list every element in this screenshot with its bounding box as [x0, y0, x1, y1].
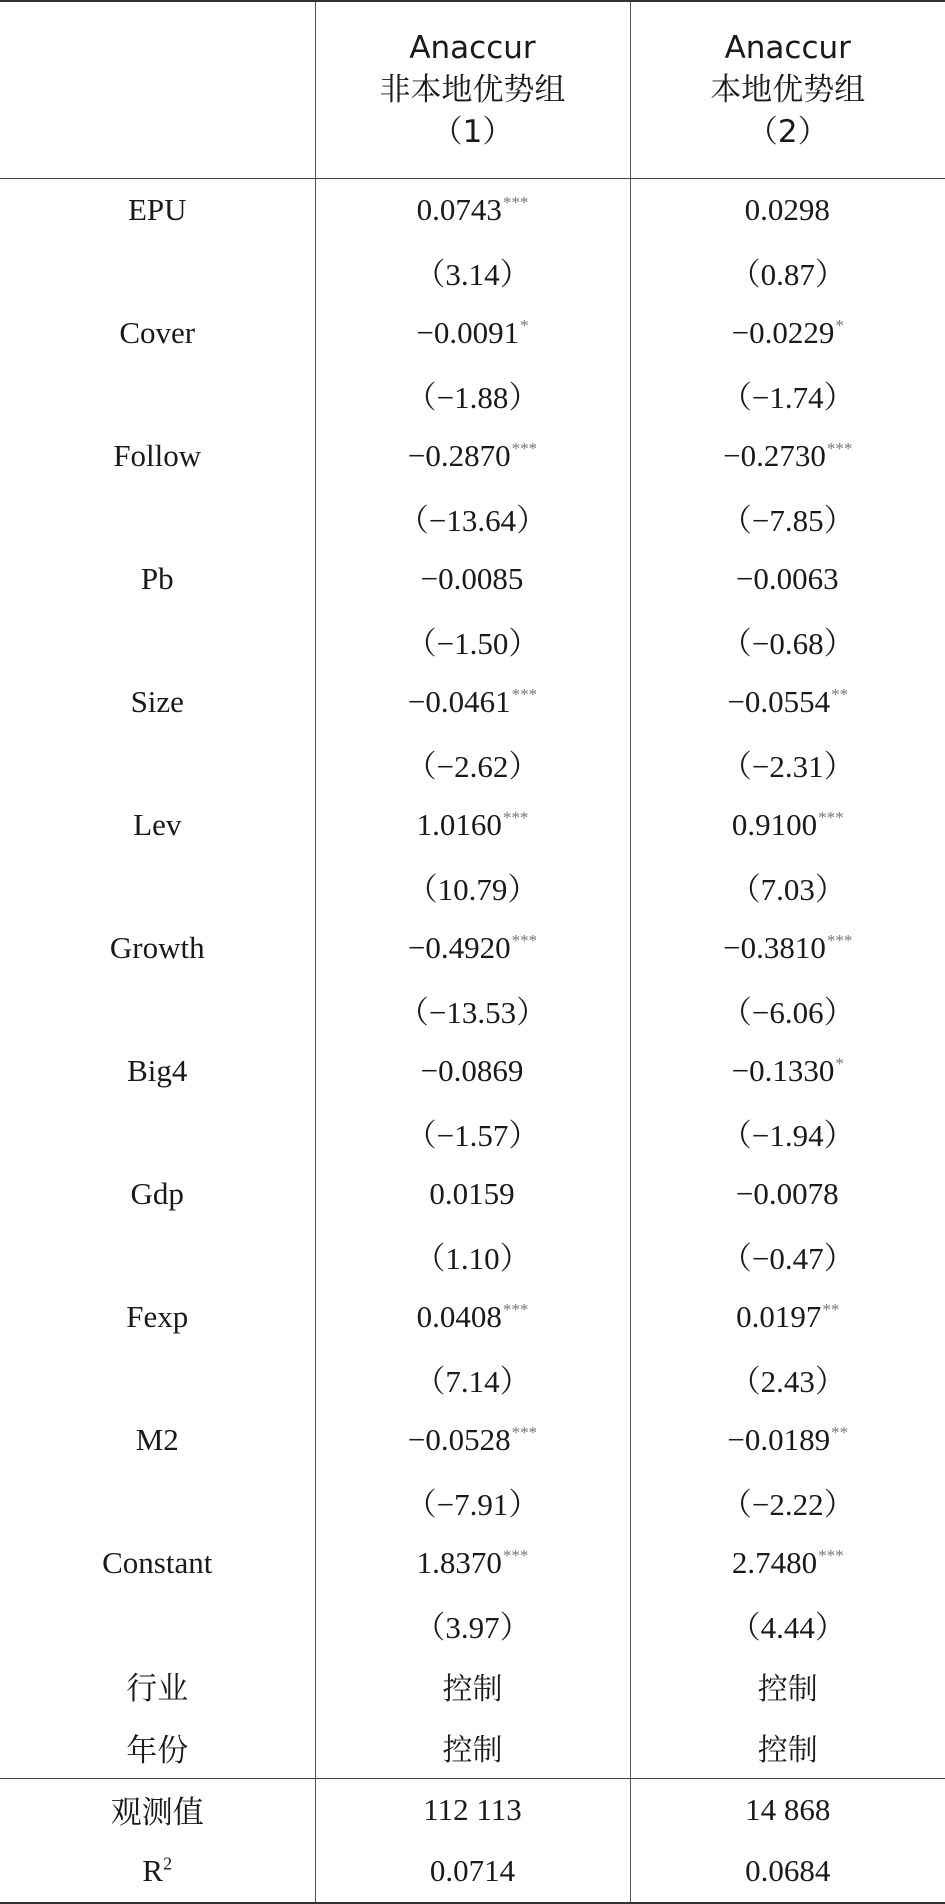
coef-cell [630, 794, 945, 856]
table-row-coef [0, 1409, 945, 1471]
coef-cell [315, 1040, 630, 1102]
variable-label: Follow [0, 425, 315, 487]
empty-label-cell [0, 733, 315, 795]
significance-stars: *** [512, 439, 538, 458]
significance-stars: *** [818, 1546, 844, 1565]
variable-label: Gdp [0, 1163, 315, 1225]
significance-stars: * [835, 1054, 844, 1073]
t-stat-cell: （−1.74） [630, 364, 945, 426]
coef-cell [315, 1532, 630, 1594]
table-row-observations [0, 1779, 945, 1841]
t-stat-cell: （0.87） [630, 241, 945, 303]
significance-stars: *** [827, 931, 853, 950]
significance-stars: *** [512, 931, 538, 950]
coef-cell [315, 1163, 630, 1225]
coef-value: −0.0461 [408, 684, 511, 719]
t-stat-cell: （−7.91） [315, 1471, 630, 1533]
coef-value: 0.0743 [417, 192, 502, 227]
r-squared-label [0, 1841, 315, 1904]
coef-cell [630, 425, 945, 487]
empty-label-cell [0, 364, 315, 426]
significance-stars: *** [503, 808, 529, 827]
coef-cell [630, 1040, 945, 1102]
empty-label-cell [0, 856, 315, 918]
table-row-coef [0, 548, 945, 610]
t-stat-cell: （−13.64） [315, 487, 630, 549]
significance-stars: ** [831, 1423, 848, 1442]
t-stat-cell: （3.97） [315, 1594, 630, 1656]
coef-value: 0.0298 [745, 192, 830, 227]
t-stat-cell: （4.44） [630, 1594, 945, 1656]
t-stat-cell: （−2.22） [630, 1471, 945, 1533]
variable-label: EPU [0, 179, 315, 241]
table-row-coef [0, 302, 945, 364]
t-stat-cell: （−7.85） [630, 487, 945, 549]
t-stat-cell: （2.43） [630, 1348, 945, 1410]
table-body [0, 179, 945, 1904]
table-row-tstat [0, 487, 945, 549]
t-stat-cell: （7.03） [630, 856, 945, 918]
coef-cell [315, 794, 630, 856]
table-row-tstat [0, 979, 945, 1041]
t-stat-cell: （−2.31） [630, 733, 945, 795]
variable-label: Cover [0, 302, 315, 364]
table-row-control-industry [0, 1655, 945, 1717]
table-row-coef [0, 1163, 945, 1225]
table-row-tstat [0, 610, 945, 672]
t-stat-cell: （−1.57） [315, 1102, 630, 1164]
r-squared-superscript: 2 [163, 1854, 172, 1874]
t-stat-cell: （−0.68） [630, 610, 945, 672]
significance-stars: *** [827, 439, 853, 458]
coef-value: −0.0189 [727, 1422, 830, 1457]
t-stat-cell: （−13.53） [315, 979, 630, 1041]
coef-cell [315, 1409, 630, 1471]
table-row-tstat [0, 856, 945, 918]
variable-label: Size [0, 671, 315, 733]
coef-value: 2.7480 [732, 1545, 817, 1580]
empty-label-cell [0, 487, 315, 549]
empty-label-cell [0, 1471, 315, 1533]
t-stat-cell: （−1.88） [315, 364, 630, 426]
coef-value: −0.0528 [408, 1422, 511, 1457]
t-stat-cell: （3.14） [315, 241, 630, 303]
header-2-model-number: （2） [631, 111, 945, 153]
coef-value: −0.0229 [732, 315, 835, 350]
significance-stars: *** [818, 808, 844, 827]
empty-label-cell [0, 1348, 315, 1410]
t-stat-cell: （7.14） [315, 1348, 630, 1410]
significance-stars: *** [503, 1300, 529, 1319]
table-row-tstat [0, 1225, 945, 1287]
t-stat-cell: （−2.62） [315, 733, 630, 795]
control-value: 控制 [315, 1655, 630, 1717]
coef-value: −0.0085 [421, 561, 524, 596]
coef-value: −0.0078 [736, 1176, 839, 1211]
coef-cell [315, 302, 630, 364]
coef-cell [630, 302, 945, 364]
header-1-group-name: 非本地优势组 [316, 69, 630, 111]
variable-label: Fexp [0, 1286, 315, 1348]
r-squared-value: 0.0684 [630, 1841, 945, 1904]
coef-value: −0.0091 [416, 315, 519, 350]
t-stat-cell: （−1.94） [630, 1102, 945, 1164]
coef-value: 0.9100 [732, 807, 817, 842]
significance-stars: *** [512, 685, 538, 704]
empty-label-cell [0, 241, 315, 303]
coef-cell [315, 179, 630, 241]
table-row-tstat [0, 1594, 945, 1656]
table-row-coef [0, 671, 945, 733]
table-row-coef [0, 1532, 945, 1594]
control-value: 控制 [315, 1717, 630, 1779]
coef-value: −0.0869 [421, 1053, 524, 1088]
r-squared-label-text: R [142, 1853, 163, 1888]
table-row-tstat [0, 1471, 945, 1533]
header-column-2 [630, 1, 945, 179]
control-label: 年份 [0, 1717, 315, 1779]
coef-cell [630, 1532, 945, 1594]
significance-stars: *** [503, 1546, 529, 1565]
variable-label: Constant [0, 1532, 315, 1594]
table-row-tstat [0, 364, 945, 426]
header-2-dependent-variable: Anaccur [631, 27, 945, 69]
table-row-tstat [0, 733, 945, 795]
table-row-r-squared [0, 1841, 945, 1904]
header-corner-cell [0, 1, 315, 179]
coef-cell [630, 671, 945, 733]
coef-value: 0.0159 [429, 1176, 514, 1211]
coef-cell [630, 917, 945, 979]
control-value: 控制 [630, 1717, 945, 1779]
header-column-1 [315, 1, 630, 179]
header-1-model-number: （1） [316, 111, 630, 153]
significance-stars: *** [503, 193, 529, 212]
coef-value: −0.2730 [723, 438, 826, 473]
table-row-tstat [0, 241, 945, 303]
table-row-tstat [0, 1348, 945, 1410]
empty-label-cell [0, 1225, 315, 1287]
empty-label-cell [0, 1102, 315, 1164]
observations-label: 观测值 [0, 1779, 315, 1841]
coef-value: −0.0063 [736, 561, 839, 596]
table-row-coef [0, 179, 945, 241]
r-squared-value: 0.0714 [315, 1841, 630, 1904]
coef-value: 1.0160 [417, 807, 502, 842]
table-row-coef [0, 425, 945, 487]
header-2-group-name: 本地优势组 [631, 69, 945, 111]
coef-cell [315, 917, 630, 979]
coef-cell [315, 548, 630, 610]
coef-value: −0.4920 [408, 930, 511, 965]
coef-value: −0.3810 [723, 930, 826, 965]
table-row-control-year [0, 1717, 945, 1779]
table-row-coef [0, 794, 945, 856]
variable-label: Pb [0, 548, 315, 610]
significance-stars: *** [512, 1423, 538, 1442]
variable-label: Growth [0, 917, 315, 979]
empty-label-cell [0, 979, 315, 1041]
coef-cell [630, 1409, 945, 1471]
variable-label: Big4 [0, 1040, 315, 1102]
observations-value: 112 113 [315, 1779, 630, 1841]
coef-cell [315, 425, 630, 487]
control-value: 控制 [630, 1655, 945, 1717]
coef-value: −0.2870 [408, 438, 511, 473]
t-stat-cell: （−0.47） [630, 1225, 945, 1287]
table-row-coef [0, 917, 945, 979]
observations-value: 14 868 [630, 1779, 945, 1841]
significance-stars: * [835, 316, 844, 335]
variable-label: M2 [0, 1409, 315, 1471]
empty-label-cell [0, 1594, 315, 1656]
table-row-tstat [0, 1102, 945, 1164]
significance-stars: * [520, 316, 529, 335]
control-label: 行业 [0, 1655, 315, 1717]
coef-cell [630, 1163, 945, 1225]
empty-label-cell [0, 610, 315, 672]
t-stat-cell: （−6.06） [630, 979, 945, 1041]
coef-value: −0.1330 [732, 1053, 835, 1088]
coef-cell [315, 1286, 630, 1348]
variable-label: Lev [0, 794, 315, 856]
significance-stars: ** [822, 1300, 839, 1319]
coef-value: 0.0408 [417, 1299, 502, 1334]
header-1-dependent-variable: Anaccur [316, 27, 630, 69]
table-row-coef [0, 1040, 945, 1102]
coef-value: −0.0554 [727, 684, 830, 719]
coef-value: 1.8370 [417, 1545, 502, 1580]
coef-cell [630, 1286, 945, 1348]
t-stat-cell: （10.79） [315, 856, 630, 918]
coef-cell [315, 671, 630, 733]
t-stat-cell: （−1.50） [315, 610, 630, 672]
coef-value: 0.0197 [736, 1299, 821, 1334]
significance-stars: ** [831, 685, 848, 704]
coef-cell [630, 179, 945, 241]
coef-cell [630, 548, 945, 610]
table-row-coef [0, 1286, 945, 1348]
t-stat-cell: （1.10） [315, 1225, 630, 1287]
table-header-row [0, 1, 945, 179]
